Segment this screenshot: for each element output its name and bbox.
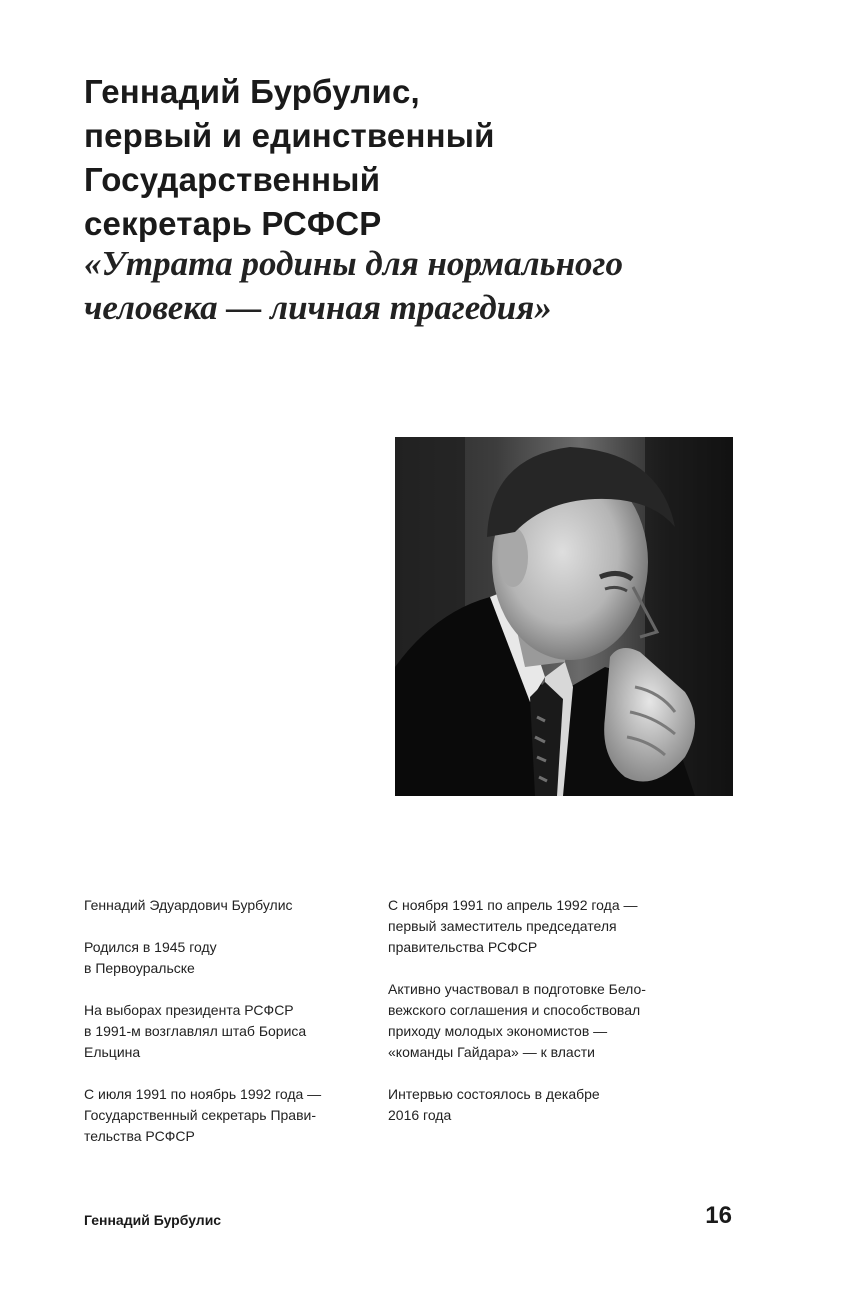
bio-line: Интервью состоялось в декабре [388,1086,600,1102]
bio-paragraph [84,1000,354,1063]
portrait-photo [395,437,733,796]
bio-line: тельства РСФСР [84,1128,195,1144]
bio-line: в 1991-м возглавлял штаб Бориса [84,1023,307,1039]
bio-line: правительства РСФСР [388,939,538,955]
title-line: Государственный [84,161,381,198]
bio-paragraph [84,895,354,916]
bio-line: С июля 1991 по ноябрь 1992 года — [84,1086,322,1102]
bio-paragraph [388,1084,688,1126]
page-number: 16 [705,1202,732,1229]
bio-line: Государственный секретарь Прави- [84,1107,317,1123]
title-line: первый и единственный [84,117,495,154]
title-line: секретарь РСФСР [84,205,382,242]
article-title [84,70,804,246]
bio-line: Родился в 1945 году [84,939,217,955]
bio-column-right [388,895,688,1147]
bio-line: С ноября 1991 по апрель 1992 года — [388,897,638,913]
bio-line: вежского соглашения и способствовал [388,1002,641,1018]
bio-line: в Первоуральске [84,960,195,976]
bio-line: «команды Гайдара» — к власти [388,1044,595,1060]
running-title: Геннадий Бурбулис [84,1212,222,1228]
bio-line: На выборах президента РСФСР [84,1002,294,1018]
bio-column-left [84,895,354,1168]
bio-line: Активно участвовал в подготовке Бело- [388,981,646,997]
quote-line: «Утрата родины для нормального [84,244,623,283]
bio-paragraph [84,1084,354,1147]
bio-line: приходу молодых экономистов — [388,1023,608,1039]
quote-line: человека — личная трагедия» [84,288,552,327]
portrait-illustration [395,437,733,796]
bio-paragraph [388,895,688,958]
bio-line: 2016 года [388,1107,452,1123]
bio-line: Геннадий Эдуардович Бурбулис [84,897,293,913]
title-line: Геннадий Бурбулис, [84,73,420,110]
bio-line: первый заместитель председателя [388,918,617,934]
bio-line: Ельцина [84,1044,141,1060]
bio-paragraph [388,979,688,1063]
bio-paragraph [84,937,354,979]
article-quote [84,242,824,330]
